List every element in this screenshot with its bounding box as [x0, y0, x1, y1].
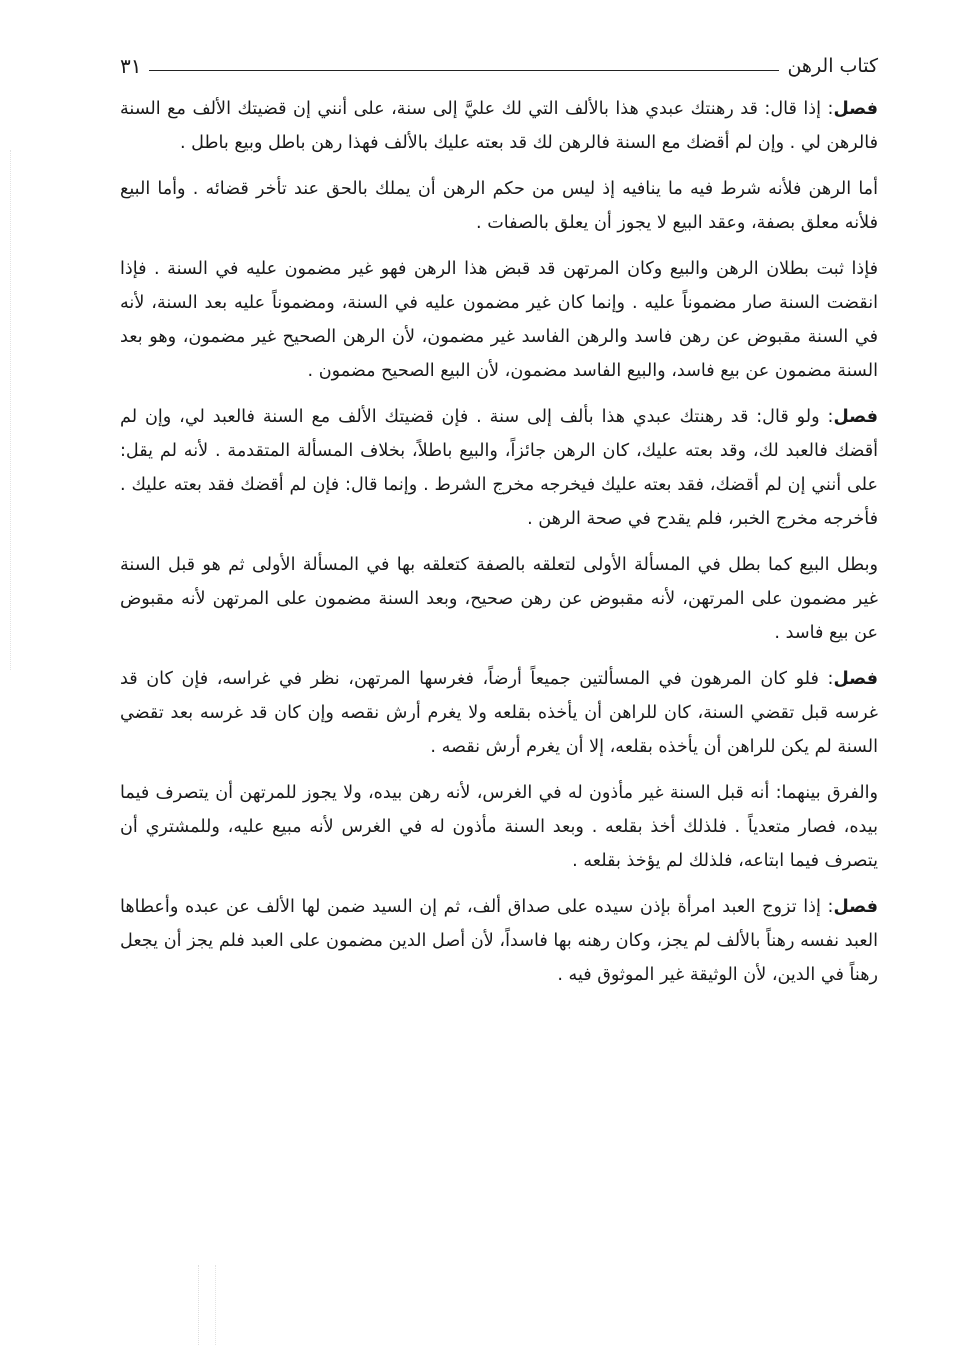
- chapter-title: كتاب الرهن: [787, 55, 878, 77]
- section-heading: فصل: [833, 99, 878, 119]
- paragraph-text: والفرق بينهما: أنه قبل السنة غير مأذون له في الغرس، لأنه رهن بيده، ولا يجوز للمرتهن أن يتصرف فيما بيده، فصار متعدياً . فلذلك أخذ بقلعه . وبعد السنة مأذون له في الغرس لأنه مبيع عليه، وللمشتري أن يتصرف فيما ابتاعه، فلذلك لم يؤخذ بقلعه .: [120, 783, 878, 871]
- paragraph-3: [120, 252, 878, 388]
- running-header: [120, 48, 878, 84]
- book-page: [120, 48, 878, 1004]
- paragraph-text: وبطل البيع كما بطل في المسألة الأولى لتعلقه بالصفة كتعلقه بها في المسألة الأولى ثم هو قبل السنة غير مضمون على المرتهن، لأنه مقبوض عن رهن صحيح، وبعد السنة مضمون على المرتهن لأنه مقبوض عن بيع فاسد .: [120, 555, 878, 643]
- paragraph-5: [120, 548, 878, 650]
- page-number: ٣١: [120, 54, 142, 78]
- scan-mark: [198, 1265, 216, 1345]
- scan-edge-dots: [10, 150, 13, 670]
- paragraph-4: فصل: ولو قال: قد رهنتك عبدي هذا بألف إلى سنة . فإن قضيتك الألف مع السنة فالعبد لي، وإن لم أقضك فالعبد لك، وقد بعته عليك، كان الرهن جائزاً، والبيع باطلاً، بخلاف المسألة المتقدمة . لأنه لم يقل: على أنني إن لم أقضك، فقد بعته عليك فيخرجه مخرج الشرط . وإنما قال: فإن لم أقضك فقد بعته عليك . فأخرجه مخرج الخبر، فلم يقدح في صحة الرهن .: [120, 407, 878, 529]
- section-heading: فصل: [833, 669, 878, 689]
- paragraph-1: فصل: إذا قال: قد رهنتك عبدي هذا بالألف التي لك عليَّ إلى سنة، على أنني إن قضيتك الألف مع السنة فالرهن لي . وإن لم أقضك مع السنة فالرهن لك قد بعته عليك بالألف فهذا رهن باطل وبيع باطل .: [120, 99, 878, 153]
- section-heading: فصل: [833, 407, 878, 427]
- paragraph-text: أما الرهن فلأنه شرط فيه ما ينافيه إذ ليس من حكم الرهن أن يملك بالحق عند تأخر قضائه . وأما البيع فلأنه معلق بصفة، وعقد البيع لا يجوز أن يعلق بالصفات .: [120, 179, 878, 233]
- paragraph-8: فصل: إذا تزوج العبد امرأة بإذن سيده على صداق ألف، ثم إن السيد ضمن لها الألف عن عبده وأعطاها العبد نفسه رهناً بالألف لم يجز، وكان رهنه بها فاسداً، لأن أصل الدين مضمون على العبد فلم يجز أن يجعل رهناً في الدين، لأن الوثيقة غير الموثوق فيه .: [120, 897, 878, 985]
- paragraph-2: [120, 172, 878, 240]
- paragraph-text: فلو كان المرهون في المسألتين جميعاً أرضاً، فغرسها المرتهن، نظر في غراسه، فإن كان قد غرسه قبل تقضي السنة، كان للراهن أن يأخذه بقلعه ولا يغرم أرش نقصه وإن كان قد غرسه بعد تقضي السنة لم يكن للراهن أن يأخذه بقلعه، إلا أن يغرم أرش نقصه .: [120, 669, 878, 757]
- header-rule: [149, 70, 779, 71]
- section-heading: فصل: [833, 897, 878, 917]
- paragraph-6: فصل: فلو كان المرهون في المسألتين جميعاً أرضاً، فغرسها المرتهن، نظر في غراسه، فإن كان قد غرسه قبل تقضي السنة، كان للراهن أن يأخذه بقلعه ولا يغرم أرش نقصه وإن كان قد غرسه بعد تقضي السنة لم يكن للراهن أن يأخذه بقلعه، إلا أن يغرم أرش نقصه .: [120, 669, 878, 757]
- paragraph-text: ولو قال: قد رهنتك عبدي هذا بألف إلى سنة . فإن قضيتك الألف مع السنة فالعبد لي، وإن لم أقضك فالعبد لك، وقد بعته عليك، كان الرهن جائزاً، والبيع باطلاً، بخلاف المسألة المتقدمة . لأنه لم يقل: على أنني إن لم أقضك، فقد بعته عليك فيخرجه مخرج الشرط . وإنما قال: فإن لم أقضك فقد بعته عليك . فأخرجه مخرج الخبر، فلم يقدح في صحة الرهن .: [120, 407, 878, 529]
- paragraph-text: إذا قال: قد رهنتك عبدي هذا بالألف التي لك عليَّ إلى سنة، على أنني إن قضيتك الألف مع السنة فالرهن لي . وإن لم أقضك مع السنة فالرهن لك قد بعته عليك بالألف فهذا رهن باطل وبيع باطل .: [120, 99, 878, 153]
- paragraph-text: إذا تزوج العبد امرأة بإذن سيده على صداق ألف، ثم إن السيد ضمن لها الألف عن عبده وأعطاها العبد نفسه رهناً بالألف لم يجز، وكان رهنه بها فاسداً، لأن أصل الدين مضمون على العبد فلم يجز أن يجعل رهناً في الدين، لأن الوثيقة غير الموثوق فيه .: [120, 897, 878, 985]
- paragraph-text: فإذا ثبت بطلان الرهن والبيع وكان المرتهن قد قبض هذا الرهن فهو غير مضمون عليه في السنة . فإذا انقضت السنة صار مضموناً عليه . وإنما كان غير مضمون عليه في السنة، ومضموناً عليه بعد السنة، لأنه في السنة مقبوض عن رهن فاسد والرهن الفاسد غير مضمون، لأن الرهن الصحيح غير مضمون، وهو بعد السنة مضمون عن بيع فاسد، والبيع الفاسد مضمون، لأن البيع الصحيح مضمون .: [120, 259, 878, 381]
- paragraph-7: [120, 776, 878, 878]
- page-body: [120, 92, 878, 992]
